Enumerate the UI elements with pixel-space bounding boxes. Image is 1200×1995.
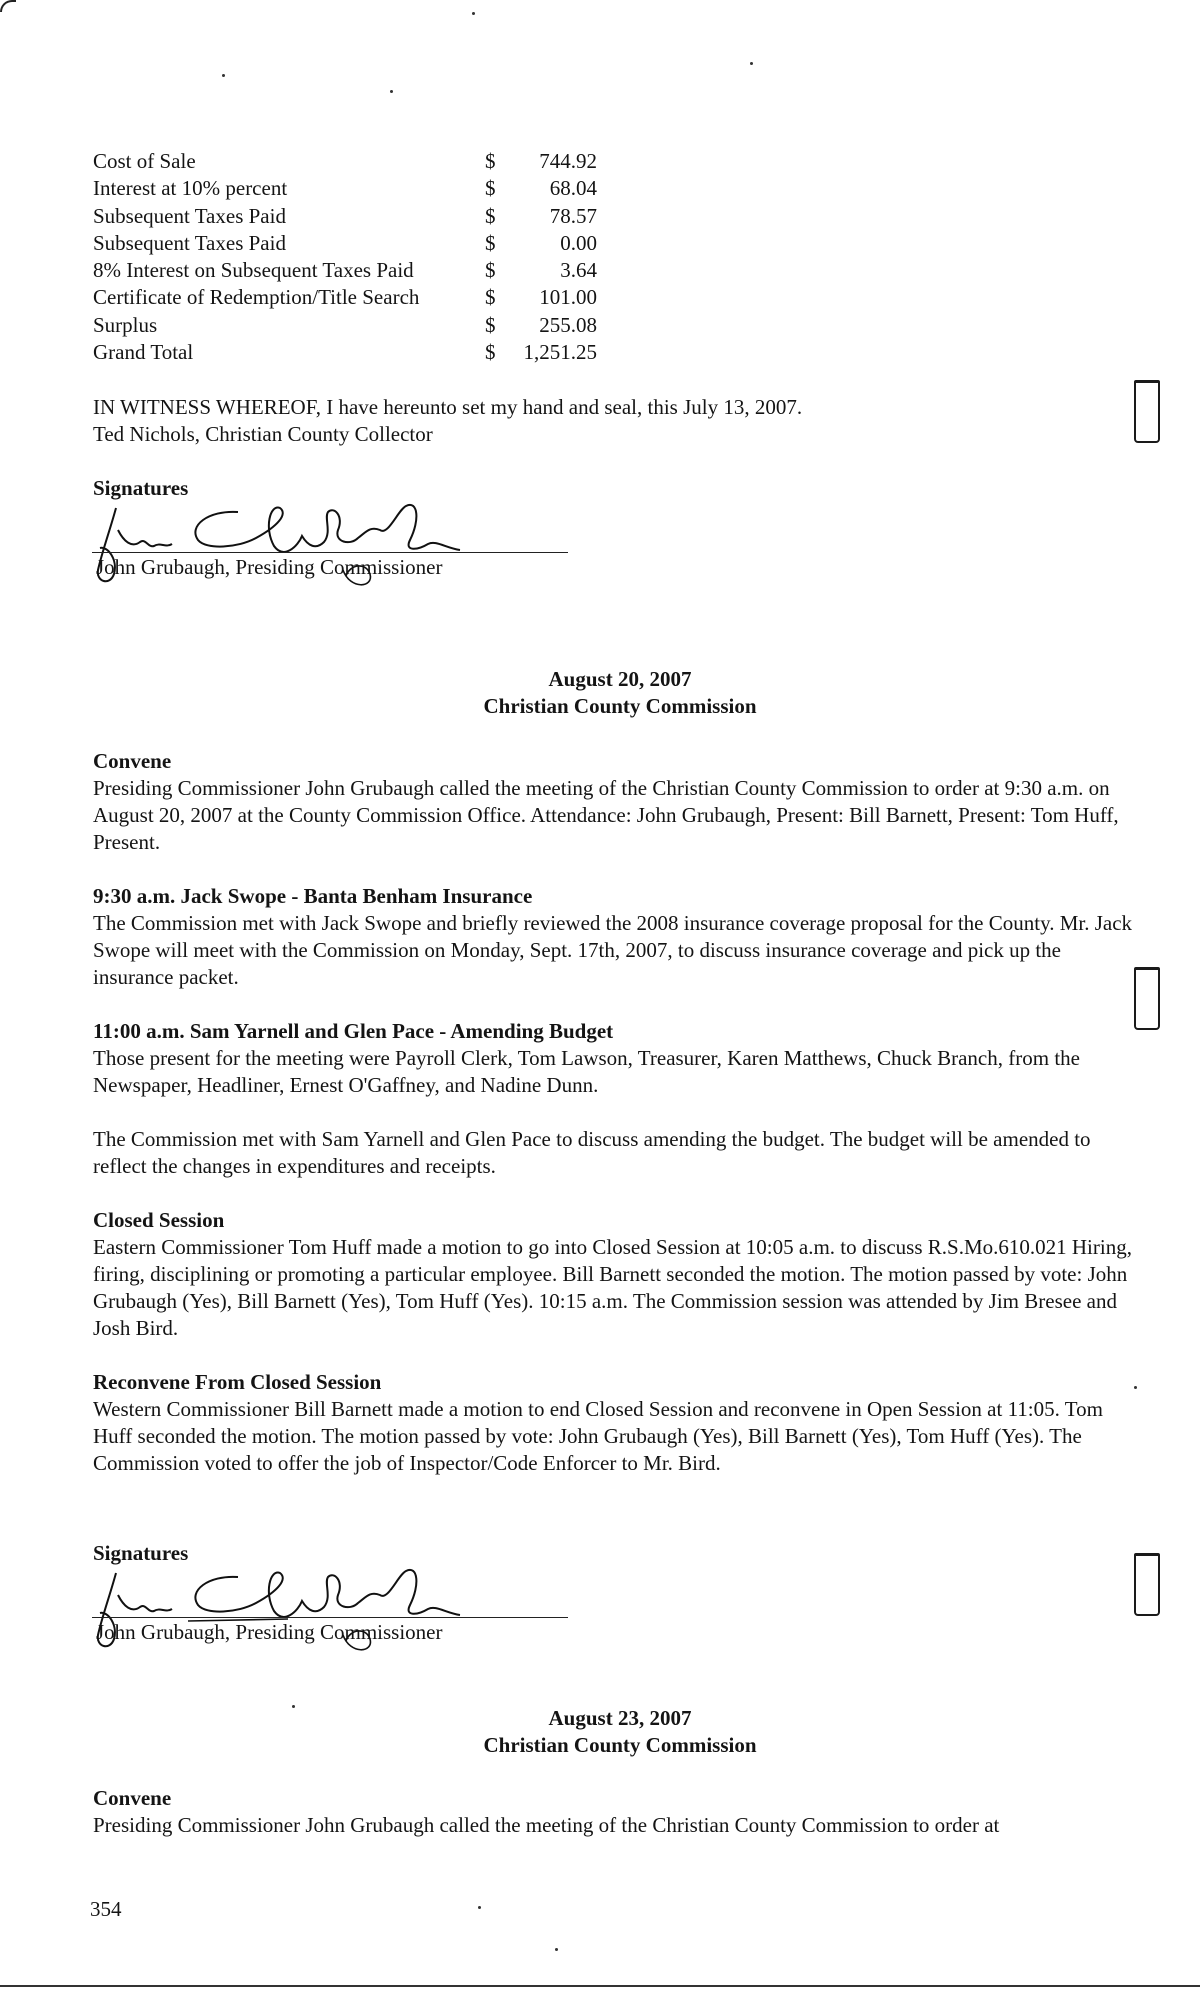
fee-amount: 0.00 bbox=[560, 230, 597, 255]
meeting-date: August 20, 2007 bbox=[548, 667, 692, 691]
scan-speck bbox=[390, 90, 393, 93]
section-paragraph: Presiding Commissioner John Grubaugh called the meeting of the Christian County Commission to order at 9:30 a.m. on August 20, 2007 at the County Commission Office. Attendance: John Grubaugh, Present: Bill Barnett, Present: Tom Huff, Present. bbox=[93, 776, 1119, 854]
page-bottom-edge bbox=[0, 1985, 1200, 1987]
scan-speck bbox=[222, 74, 225, 77]
fee-label: 8% Interest on Subsequent Taxes Paid bbox=[93, 258, 414, 283]
minutes-section bbox=[93, 1207, 1133, 1342]
fee-currency: $ bbox=[485, 230, 496, 255]
fee-row bbox=[93, 312, 597, 339]
section-paragraph: Western Commissioner Bill Barnett made a motion to end Closed Session and reconvene in Open Session at 11:05. Tom Huff seconded the motion. The motion passed by vote: John Grubaugh (Yes), Bill Barnett (Yes), Tom Huff (Yes). The Commission voted to offer the job of Inspector/Code Enforcer to Mr. Bird. bbox=[93, 1397, 1103, 1475]
fee-amount: 68.04 bbox=[549, 176, 597, 201]
fee-amount: 101.00 bbox=[539, 285, 597, 310]
section-paragraph: Those present for the meeting were Payroll Clerk, Tom Lawson, Treasurer, Karen Matthews, Chuck Branch, from the Newspaper, Headliner, Ernest O'Gaffney, and Nadine Dunn. bbox=[93, 1046, 1080, 1097]
signature-caption: John Grubaugh, Presiding Commissioner bbox=[96, 1620, 443, 1644]
fee-row bbox=[93, 148, 597, 175]
minutes-section bbox=[93, 883, 1133, 991]
page-number: 354 bbox=[90, 1897, 122, 1921]
fee-currency: $ bbox=[485, 258, 496, 283]
signature-line bbox=[92, 552, 568, 553]
fee-amount: 744.92 bbox=[539, 149, 597, 173]
fee-row bbox=[93, 257, 597, 284]
margin-bracket-mark bbox=[1134, 380, 1160, 443]
fee-label: Interest at 10% percent bbox=[93, 176, 288, 201]
fee-label: Surplus bbox=[93, 312, 158, 337]
signature-block-1 bbox=[88, 490, 568, 580]
signature-caption: John Grubaugh, Presiding Commissioner bbox=[96, 555, 443, 579]
minutes-section bbox=[93, 1369, 1133, 1477]
fee-amount: 255.08 bbox=[539, 312, 597, 337]
fee-amount: 1,251.25 bbox=[523, 340, 597, 365]
signature-line bbox=[92, 1617, 568, 1618]
witness-line: IN WITNESS WHEREOF, I have hereunto set my hand and seal, this July 13, 2007. bbox=[93, 395, 803, 419]
section-heading: Convene bbox=[93, 749, 172, 773]
meeting-date: August 23, 2007 bbox=[548, 1706, 692, 1730]
scan-speck bbox=[555, 1948, 558, 1951]
scan-speck bbox=[1134, 1386, 1137, 1389]
fee-table bbox=[93, 148, 597, 366]
margin-bracket-mark bbox=[1134, 1553, 1160, 1616]
section-heading: Closed Session bbox=[93, 1208, 225, 1232]
section-heading: 9:30 a.m. Jack Swope - Banta Benham Insurance bbox=[93, 884, 533, 908]
fee-currency: $ bbox=[485, 176, 496, 201]
fee-row bbox=[93, 339, 597, 366]
witness-statement bbox=[93, 394, 1133, 448]
fee-row bbox=[93, 230, 597, 257]
section-paragraph: Presiding Commissioner John Grubaugh called the meeting of the Christian County Commission to order at bbox=[93, 1813, 1000, 1837]
fee-currency: $ bbox=[485, 285, 496, 310]
fee-currency: $ bbox=[485, 149, 496, 173]
fee-row bbox=[93, 175, 597, 202]
section-paragraph: The Commission met with Sam Yarnell and Glen Pace to discuss amending the budget. The budget will be amended to reflect the changes in expenditures and receipts. bbox=[93, 1127, 1091, 1178]
scan-speck bbox=[750, 62, 753, 65]
fee-label: Cost of Sale bbox=[93, 149, 196, 173]
signatures-heading: Signatures bbox=[93, 476, 189, 500]
page-corner-mark bbox=[0, 0, 16, 12]
fee-amount: 3.64 bbox=[560, 258, 597, 283]
signature-block-2 bbox=[88, 1555, 568, 1645]
section-heading: Convene bbox=[93, 1786, 172, 1810]
fee-row bbox=[93, 203, 597, 230]
fee-currency: $ bbox=[485, 203, 496, 228]
scan-speck bbox=[292, 1705, 295, 1708]
meeting-body: Christian County Commission bbox=[483, 694, 757, 718]
fee-amount: 78.57 bbox=[549, 203, 597, 228]
meeting-sections bbox=[93, 748, 1133, 1504]
fee-label: Certificate of Redemption/Title Search bbox=[93, 285, 420, 310]
fee-label: Subsequent Taxes Paid bbox=[93, 203, 286, 228]
meeting-body: Christian County Commission bbox=[483, 1733, 757, 1757]
section-paragraph: Eastern Commissioner Tom Huff made a motion to go into Closed Session at 10:05 a.m. to discuss R.S.Mo.610.021 Hiring, firing, disciplining or promoting a particular employee. Bill Barnett seconded the motion. The motion passed by vote: John Grubaugh (Yes), Bill Barnett (Yes), Tom Huff (Yes). 10:15 a.m. The Commission session was attended by Jim Bresee and Josh Bird. bbox=[93, 1235, 1132, 1340]
scan-speck bbox=[478, 1906, 481, 1909]
signatures-heading: Signatures bbox=[93, 1541, 189, 1565]
fee-currency: $ bbox=[485, 312, 496, 337]
minutes-section bbox=[93, 1018, 1133, 1180]
fee-label: Grand Total bbox=[93, 340, 194, 365]
section-heading: Reconvene From Closed Session bbox=[93, 1370, 382, 1394]
section-heading: 11:00 a.m. Sam Yarnell and Glen Pace - Amending Budget bbox=[93, 1019, 614, 1043]
fee-label: Subsequent Taxes Paid bbox=[93, 230, 286, 255]
collector-name: Ted Nichols, Christian County Collector bbox=[93, 422, 433, 446]
fee-row bbox=[93, 284, 597, 311]
minutes-section bbox=[93, 748, 1133, 856]
margin-bracket-mark bbox=[1134, 967, 1160, 1030]
section-paragraph: The Commission met with Jack Swope and briefly reviewed the 2008 insurance coverage proposal for the County. Mr. Jack Swope will meet with the Commission on Monday, Sept. 17th, 2007, to discuss insurance coverage and pick up the insurance packet. bbox=[93, 911, 1133, 989]
scan-speck bbox=[472, 12, 475, 15]
fee-currency: $ bbox=[485, 340, 496, 365]
